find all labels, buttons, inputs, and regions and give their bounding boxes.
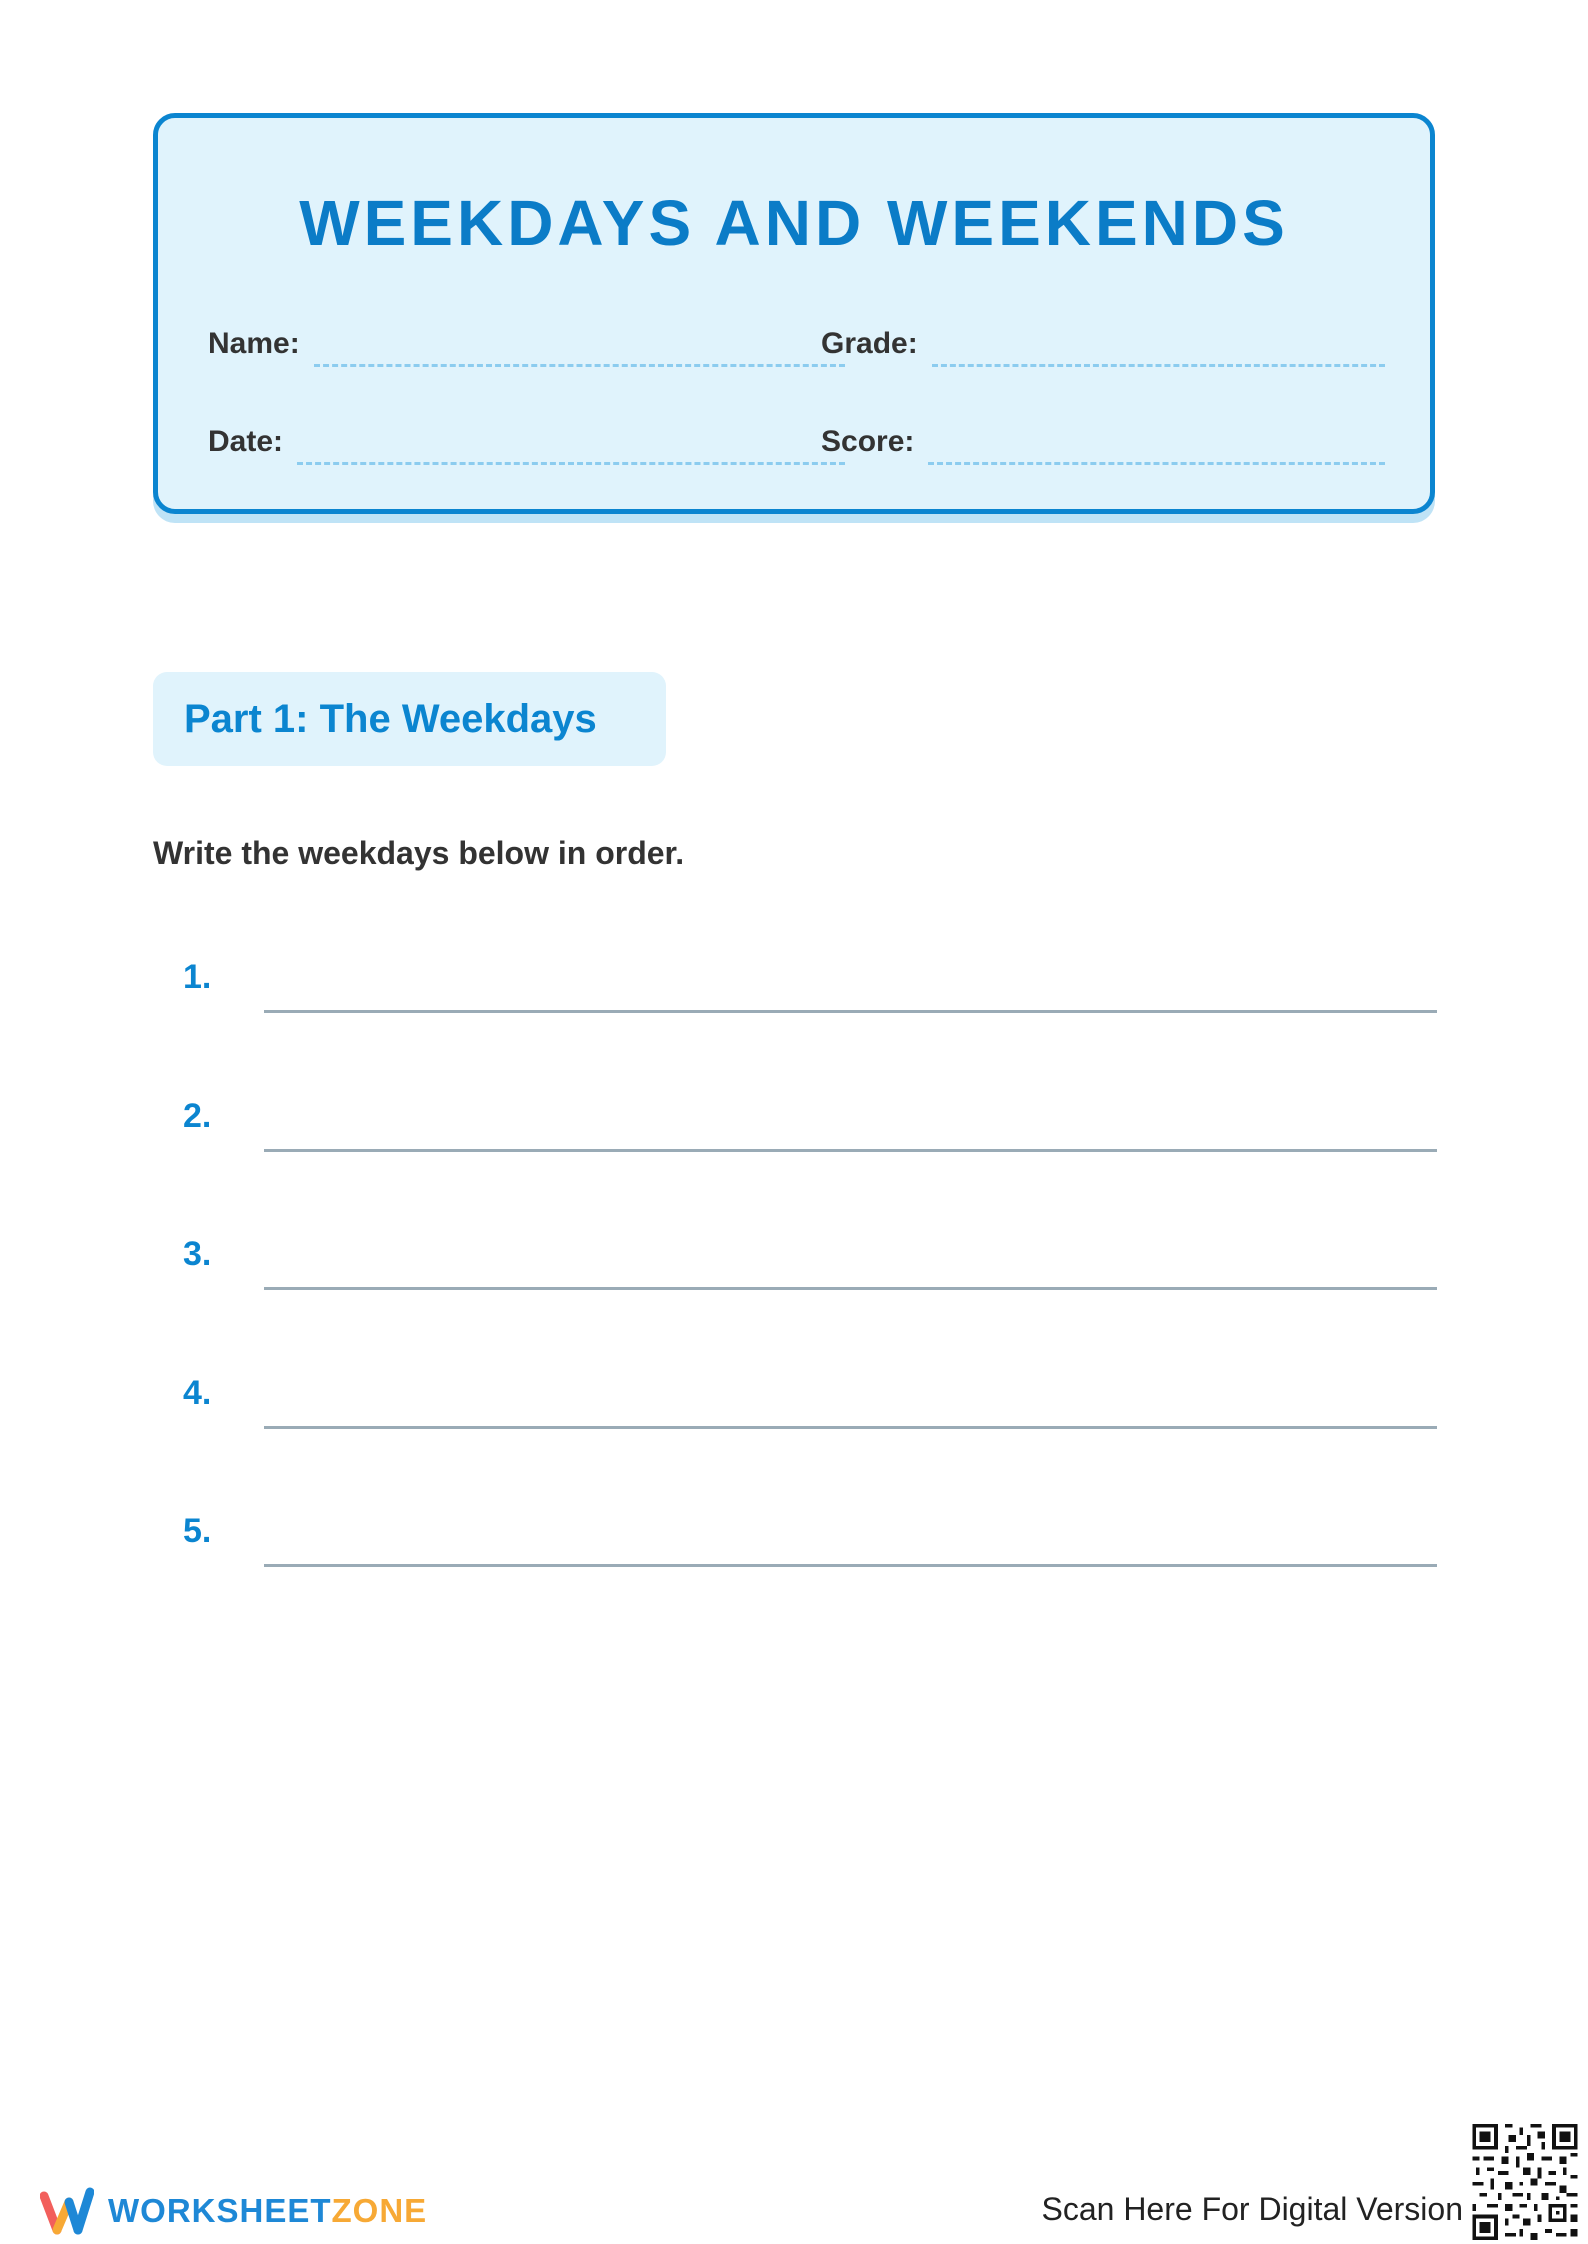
name-blank-line[interactable] bbox=[314, 363, 845, 367]
answer-number: 1. bbox=[183, 958, 212, 996]
answer-line[interactable] bbox=[264, 1149, 1437, 1152]
answer-number: 4. bbox=[183, 1373, 212, 1412]
date-label: Date: bbox=[208, 425, 284, 458]
answer-line[interactable] bbox=[264, 1564, 1437, 1567]
score-blank-line[interactable] bbox=[928, 461, 1385, 465]
score-label: Score: bbox=[821, 425, 915, 458]
scan-instruction: Scan Here For Digital Version bbox=[1041, 2191, 1463, 2227]
date-blank-line[interactable] bbox=[297, 461, 845, 465]
answer-line[interactable] bbox=[264, 1010, 1437, 1013]
answer-row[interactable] bbox=[153, 1217, 1437, 1356]
answer-row[interactable] bbox=[153, 1356, 1437, 1495]
answer-number: 5. bbox=[183, 1512, 212, 1550]
brand-name-part1: WORKSHEET bbox=[108, 2192, 332, 2229]
worksheet-title: WEEKDAYS AND WEEKENDS bbox=[299, 187, 1289, 259]
date-field[interactable] bbox=[208, 409, 845, 459]
worksheetzone-logo-icon bbox=[40, 2184, 94, 2238]
grade-field[interactable] bbox=[821, 311, 1385, 361]
name-label: Name: bbox=[208, 327, 300, 360]
answer-line[interactable] bbox=[264, 1426, 1437, 1429]
answer-line[interactable] bbox=[264, 1287, 1437, 1290]
brand-name-part2: ZONE bbox=[331, 2192, 428, 2229]
qr-code-icon[interactable] bbox=[1472, 2124, 1578, 2240]
answer-row[interactable] bbox=[153, 940, 1437, 1079]
grade-blank-line[interactable] bbox=[932, 363, 1385, 367]
answer-number: 2. bbox=[183, 1096, 212, 1135]
name-field[interactable] bbox=[208, 311, 845, 361]
score-field[interactable] bbox=[821, 409, 1385, 459]
worksheet-header bbox=[153, 113, 1435, 514]
answer-list bbox=[153, 940, 1437, 1633]
grade-label: Grade: bbox=[821, 327, 918, 360]
part-1-heading: Part 1: The Weekdays bbox=[153, 672, 666, 766]
brand-name bbox=[108, 2192, 427, 2230]
answer-row[interactable] bbox=[153, 1494, 1437, 1633]
worksheetzone-logo[interactable] bbox=[40, 2184, 427, 2238]
answer-row[interactable] bbox=[153, 1079, 1437, 1218]
answer-number: 3. bbox=[183, 1235, 212, 1273]
part-1-instruction: Write the weekdays below in order. bbox=[153, 835, 685, 871]
